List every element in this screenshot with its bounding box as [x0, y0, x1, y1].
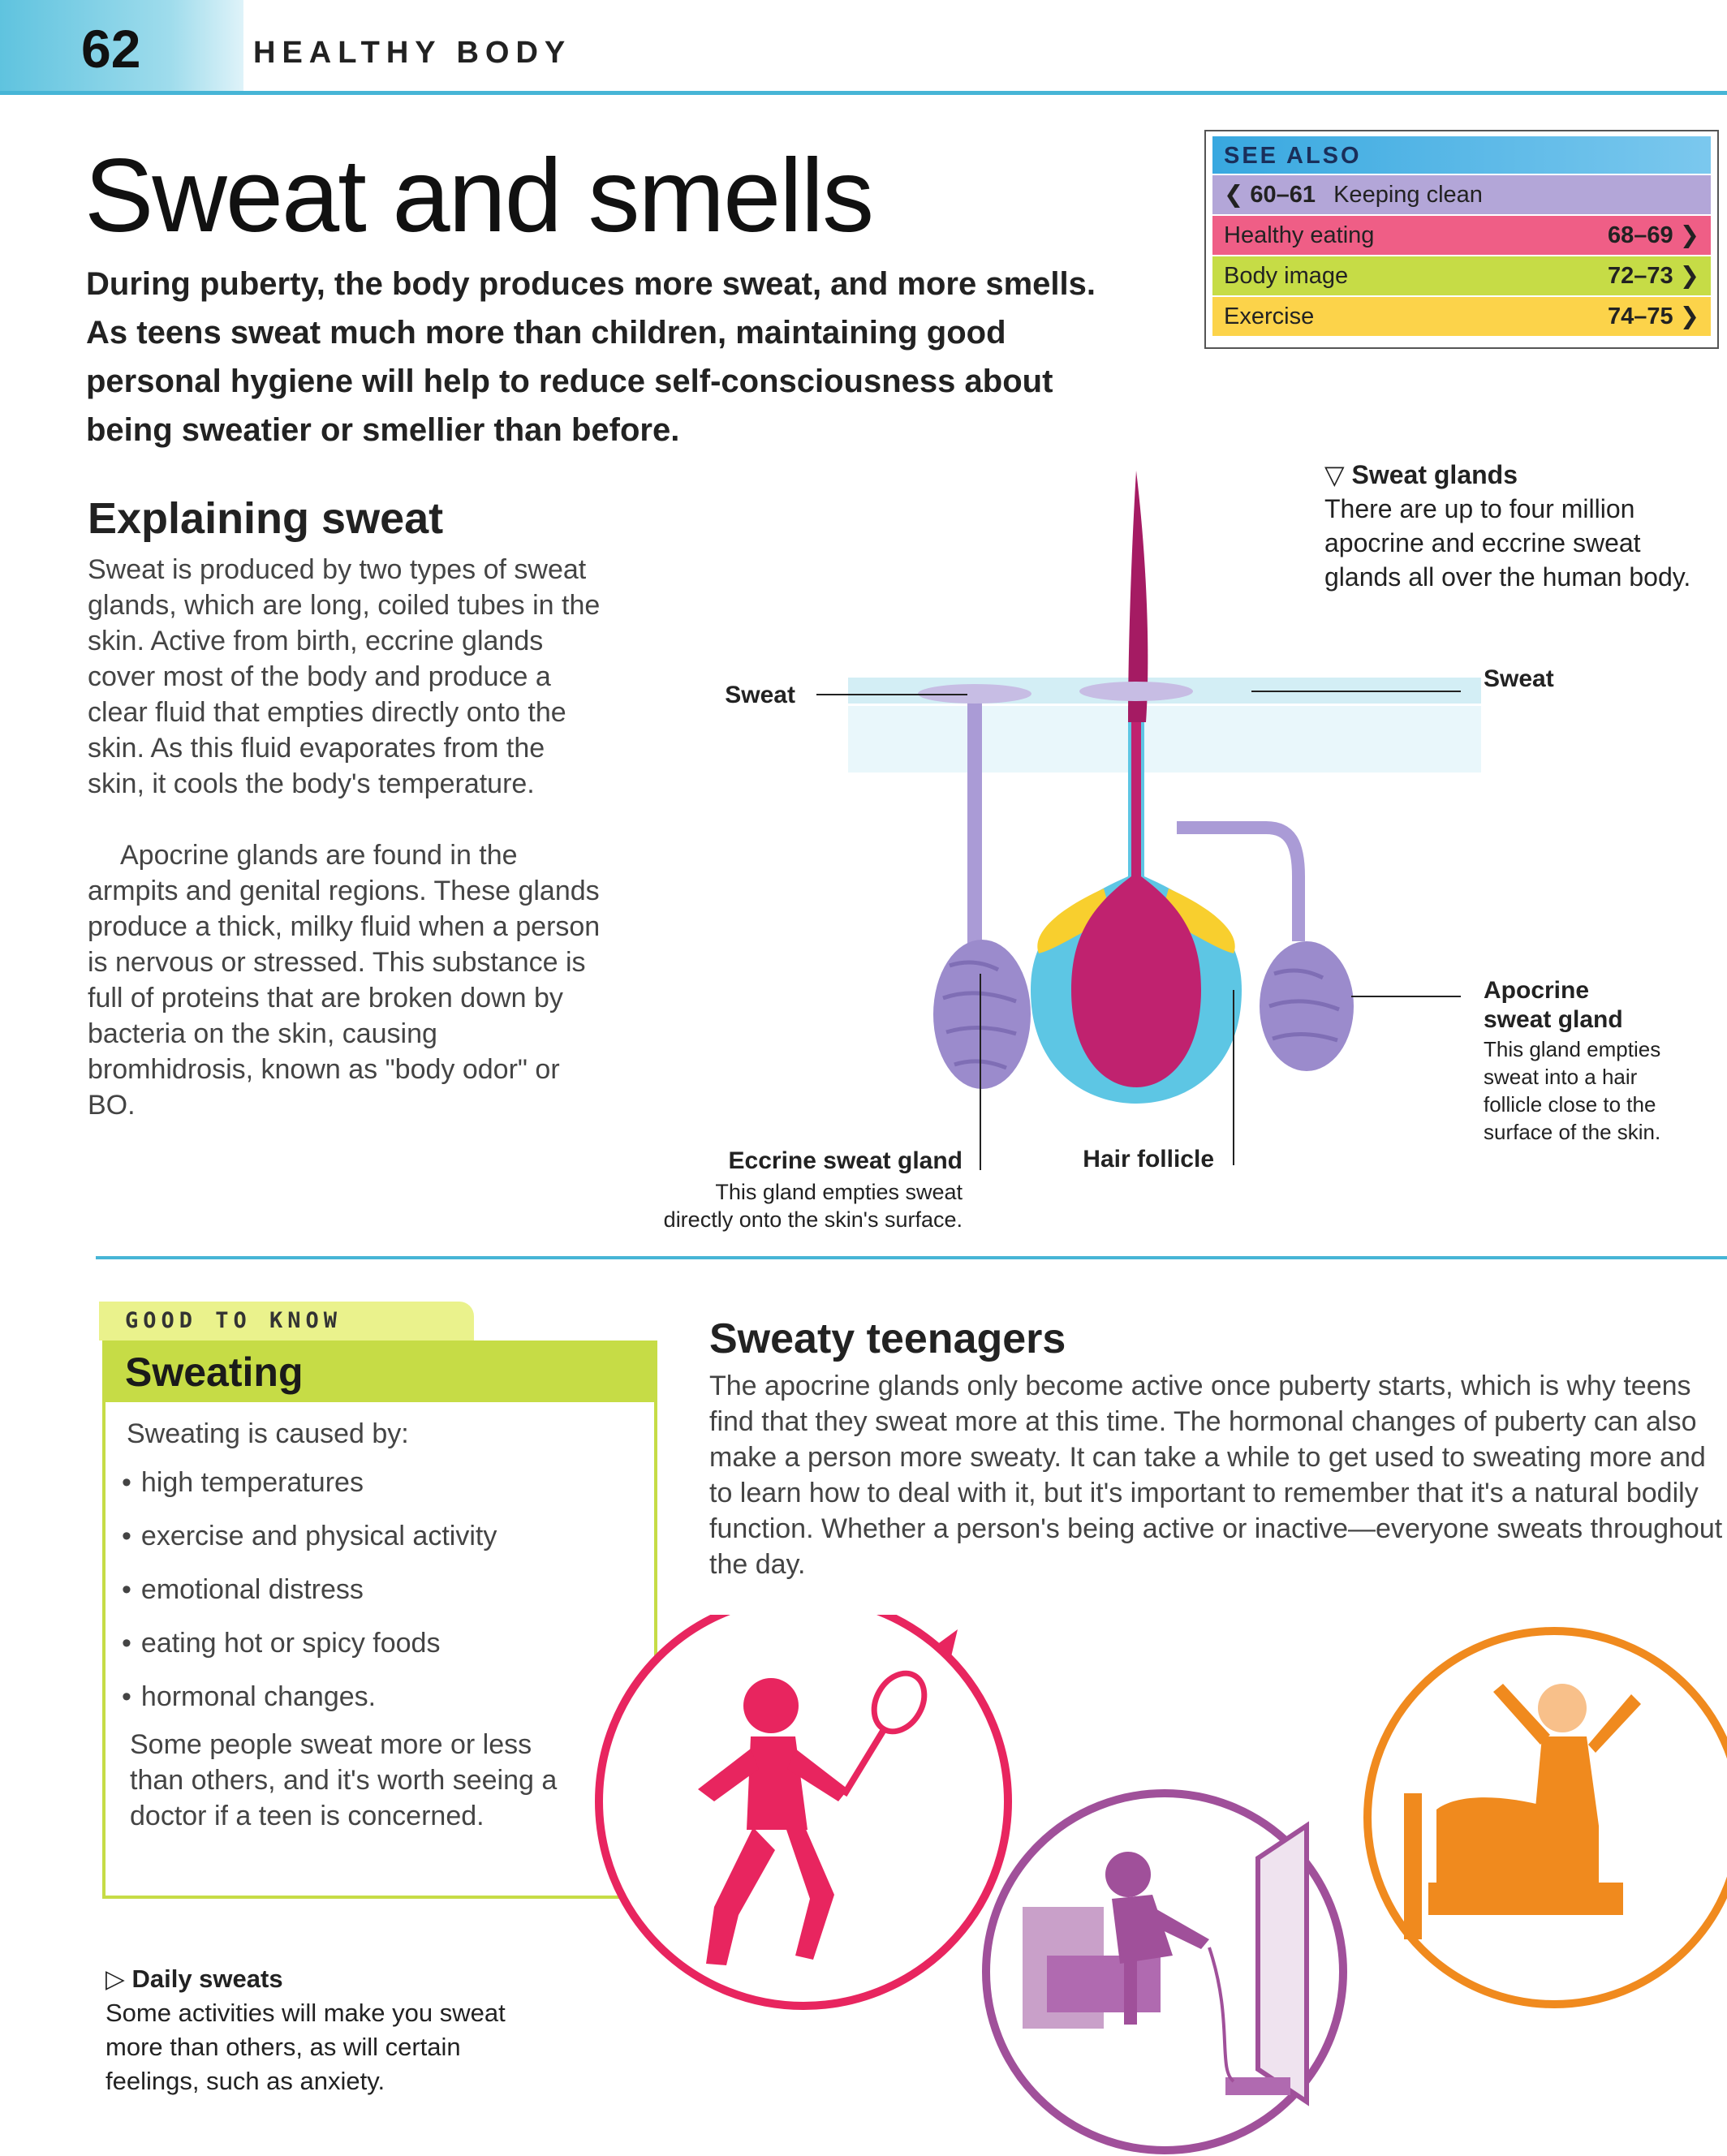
- daily-sweats-text: Some activities will make you sweat more than others, as will certain feelings, such as anxiety.: [106, 1999, 506, 2095]
- intro-paragraph: During puberty, the body produces more sweat, and more smells. As teens sweat much more than children, maintaining good personal hygiene will help to reduce self-consciousness about being sweatier or smellier than before.: [86, 266, 1096, 448]
- teenagers-paragraph: The apocrine glands only become active once puberty starts, which is why teens find that they sweat more at this time. The hormonal changes of puberty can also make a person more sweaty. It can take a while to get used to sweating more and to learn how to deal with it, but it's important to remember that it's a natural bodily function. Whether a person's being active or inactive—everyone sweats throughout the day.: [709, 1371, 1723, 1580]
- eccrine-line: directly onto the skin's surface.: [663, 1207, 963, 1232]
- list-item: • high temperatures: [122, 1467, 497, 1521]
- label-eccrine-title: Eccrine sweat gland: [728, 1147, 963, 1174]
- good-to-know-lead: Sweating is caused by:: [127, 1418, 409, 1449]
- label-eccrine-text: [664, 1180, 963, 1232]
- good-to-know-title: Sweating: [125, 1349, 304, 1395]
- see-also-pages: 72–73: [1607, 263, 1673, 289]
- label-apocrine-text: [1484, 1037, 1660, 1144]
- list-item: • emotional distress: [122, 1574, 497, 1628]
- label-sweat-left: Sweat: [725, 682, 795, 708]
- running-head: HEALTHY BODY: [253, 36, 572, 70]
- triangle-down-icon: ▽: [1324, 460, 1345, 489]
- waking-stretch-illustration: [1367, 1631, 1727, 2004]
- list-item: • exercise and physical activity: [122, 1521, 497, 1574]
- explaining-paragraph-2: Apocrine glands are found in the armpits and genital regions. These glands produce a thick, milky fluid when a person is nervous or stressed. This substance is full of proteins that are broken down by bacteria on the skin, causing bromhidrosis, known as "body odor" or BO.: [88, 840, 601, 1121]
- causes-list: [122, 1467, 497, 1735]
- list-item: • hormonal changes.: [122, 1681, 497, 1735]
- arrow-right-icon: ❯: [1679, 303, 1699, 329]
- tennis-player-illustration: [599, 1615, 1008, 2006]
- see-also-label: Exercise: [1224, 303, 1315, 329]
- triangle-right-icon: ▷: [106, 1964, 125, 1993]
- page-title: Sweat and smells: [84, 138, 873, 254]
- good-to-know-label: GOOD TO KNOW: [125, 1308, 342, 1333]
- explaining-paragraph-1: Sweat is produced by two types of sweat glands, which are long, coiled tubes in the skin. Active from birth, eccrine glands cover most of the body and produce a clear fluid that empties directly onto the skin. As this fluid evaporates from the skin, it cools the body's temperature.: [88, 554, 601, 799]
- page-number: 62: [81, 19, 141, 79]
- section-divider: [96, 1256, 1727, 1259]
- skin-inner-layer: [848, 706, 1481, 772]
- see-also-label: Keeping clean: [1333, 182, 1483, 208]
- diagram-caption-title: Sweat glands: [1351, 460, 1518, 489]
- arrow-left-icon: ❮: [1224, 182, 1244, 208]
- apocrine-line: follicle close to the: [1484, 1092, 1656, 1117]
- section-heading-sweaty-teenagers: Sweaty teenagers: [709, 1315, 1066, 1362]
- list-item: • eating hot or spicy foods: [122, 1628, 497, 1681]
- arrow-right-icon: ❯: [1679, 222, 1699, 248]
- eccrine-line: This gland empties sweat: [715, 1180, 963, 1204]
- see-also-link-keeping-clean[interactable]: [1212, 175, 1711, 214]
- good-to-know-note: Some people sweat more or less than others, and it's worth seeing a doctor if a teen is concerned.: [130, 1729, 558, 1831]
- apocrine-line: sweat into a hair: [1484, 1065, 1638, 1089]
- see-also-pages: 74–75: [1607, 303, 1673, 329]
- label-sweat-right: Sweat: [1484, 665, 1554, 692]
- see-also-link-body-image[interactable]: [1212, 256, 1711, 295]
- label-apocrine-title-1: Apocrine: [1484, 977, 1590, 1004]
- activity-illustrations: [592, 1615, 1727, 2156]
- see-also-pages: 68–69: [1607, 222, 1673, 248]
- label-apocrine-title-2: sweat gland: [1484, 1006, 1623, 1033]
- diagram-caption-text: There are up to four million apocrine and eccrine sweat glands all over the human body.: [1324, 494, 1691, 592]
- daily-sweats-title: Daily sweats: [131, 1964, 283, 1993]
- see-also-box: [1204, 130, 1719, 349]
- apocrine-line: This gland empties: [1484, 1037, 1661, 1061]
- apocrine-line: surface of the skin.: [1484, 1120, 1661, 1144]
- section-heading-explaining-sweat: Explaining sweat: [88, 494, 444, 543]
- gaming-illustration: [986, 1793, 1343, 2150]
- see-also-pages: 60–61: [1250, 182, 1316, 208]
- see-also-title: SEE ALSO: [1212, 136, 1711, 174]
- see-also-link-healthy-eating[interactable]: [1212, 216, 1711, 255]
- hair-follicle: [1010, 471, 1242, 1104]
- header-rule: [0, 91, 1727, 95]
- arrow-right-icon: ❯: [1679, 263, 1699, 289]
- see-also-link-exercise[interactable]: [1212, 297, 1711, 336]
- daily-sweats-caption: [106, 1962, 560, 2098]
- label-hair-follicle: Hair follicle: [1083, 1146, 1214, 1173]
- sweat-gland-diagram: [649, 454, 1727, 1250]
- see-also-label: Body image: [1224, 263, 1349, 289]
- see-also-label: Healthy eating: [1224, 222, 1375, 248]
